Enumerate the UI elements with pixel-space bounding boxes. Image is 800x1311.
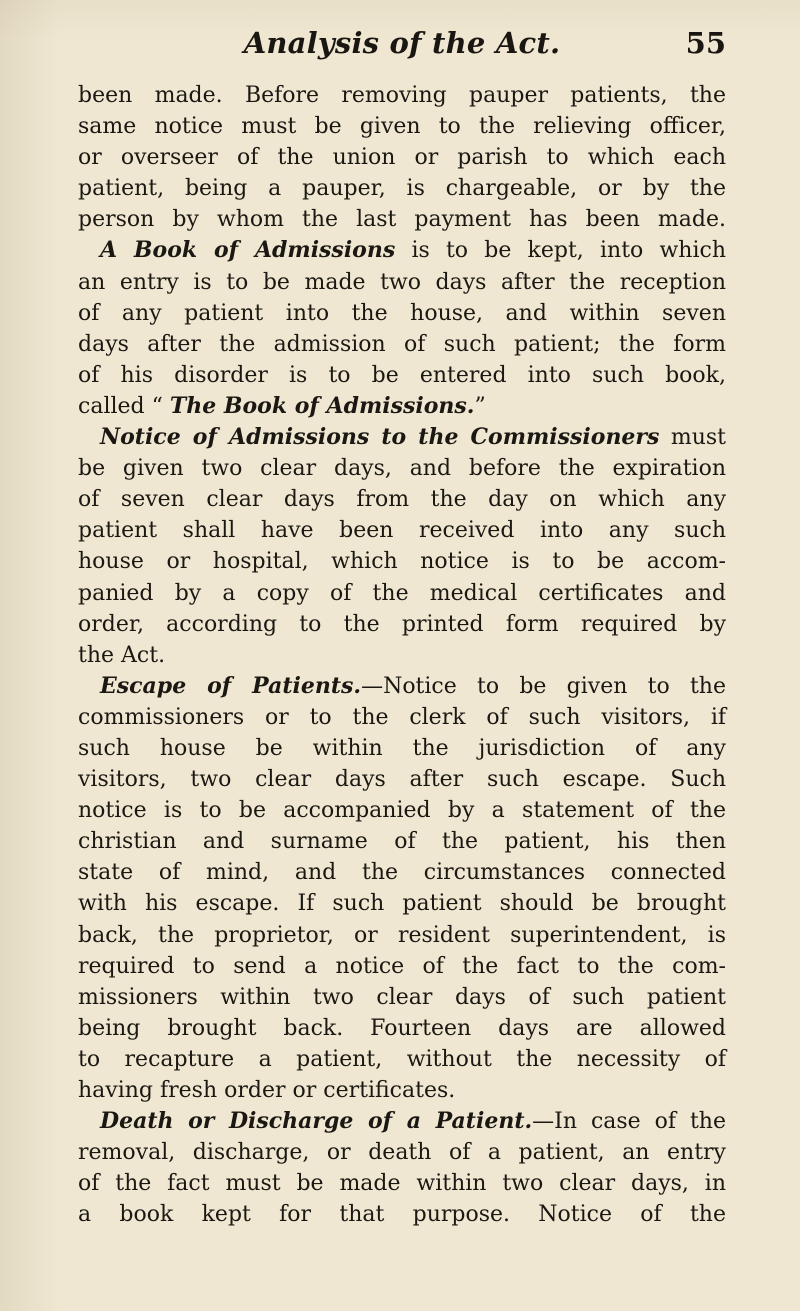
text-line bbox=[78, 578, 726, 609]
text-line bbox=[78, 235, 726, 266]
text-line bbox=[78, 671, 726, 702]
text-line bbox=[78, 80, 726, 111]
text-line bbox=[78, 920, 726, 951]
text-line bbox=[78, 298, 726, 329]
text-line bbox=[78, 982, 726, 1013]
text-segment: removal, discharge, or death of a patient, an entry bbox=[78, 1140, 726, 1166]
text-segment: to recapture a patient, without the necessity of bbox=[78, 1046, 726, 1072]
text-line bbox=[78, 173, 726, 204]
text-line bbox=[78, 702, 726, 733]
text-line bbox=[78, 609, 726, 640]
text-segment: having fresh order or certificates. bbox=[78, 1078, 456, 1103]
text-segment: back, the proprietor, or resident superintendent, is bbox=[78, 922, 726, 948]
text-line bbox=[78, 453, 726, 484]
running-title: Analysis of the Act. bbox=[243, 26, 561, 60]
text-segment: state of mind, and the circumstances connected bbox=[78, 860, 726, 886]
text-segment: such house be within the jurisdiction of any bbox=[78, 735, 726, 761]
text-line bbox=[78, 515, 726, 546]
text-line bbox=[78, 1106, 726, 1137]
text-segment: order, according to the printed form required by bbox=[78, 611, 726, 637]
text-line bbox=[78, 142, 726, 173]
text-line bbox=[78, 857, 726, 888]
text-segment: or overseer of the union or parish to which each bbox=[78, 145, 726, 171]
text-segment: a book kept for that purpose. Notice of the bbox=[78, 1202, 726, 1228]
text-line bbox=[78, 484, 726, 515]
text-segment: house or hospital, which notice is to be accom- bbox=[78, 549, 726, 575]
text-line bbox=[78, 1013, 726, 1044]
text-segment: of his disorder is to be entered into such book, bbox=[78, 362, 726, 388]
text-line bbox=[78, 795, 726, 826]
text-segment: must bbox=[659, 425, 727, 451]
italic-heading: Escape of Patients. bbox=[100, 672, 362, 699]
text-segment: patient shall have been received into any such bbox=[78, 518, 726, 544]
text-segment: same notice must be given to the relieving officer, bbox=[78, 114, 726, 140]
text-segment: commissioners or to the clerk of such visitors, if bbox=[78, 704, 726, 730]
text-segment: panied by a copy of the medical certificates and bbox=[78, 580, 726, 606]
text-segment: christian and surname of the patient, his then bbox=[78, 829, 726, 855]
text-line bbox=[78, 267, 726, 298]
text-segment: ” bbox=[474, 393, 486, 419]
text-segment: person by whom the last payment has been made. bbox=[78, 207, 726, 233]
text-segment: being brought back. Fourteen days are allowed bbox=[78, 1015, 726, 1041]
text-segment: —Notice to be given to the bbox=[361, 673, 726, 699]
text-line bbox=[78, 826, 726, 857]
text-line bbox=[78, 204, 726, 235]
text-segment: the Act. bbox=[78, 642, 166, 668]
page-number: 55 bbox=[685, 26, 726, 60]
text-segment: —In case of the bbox=[532, 1109, 726, 1135]
text-line bbox=[78, 1075, 726, 1106]
text-segment: visitors, two clear days after such escape. Such bbox=[78, 767, 726, 793]
text-line bbox=[78, 1137, 726, 1168]
text-line bbox=[78, 360, 726, 391]
text-line bbox=[78, 1199, 726, 1230]
text-line bbox=[78, 329, 726, 360]
text-segment: called “ bbox=[78, 393, 170, 419]
text-segment: been made. Before removing pauper patients, the bbox=[78, 83, 726, 108]
italic-heading: The Book of Admissions. bbox=[169, 392, 475, 419]
italic-heading: A Book of Admissions bbox=[100, 237, 396, 264]
text-line bbox=[78, 764, 726, 795]
italic-heading: Notice of Admissions to the Commissioners bbox=[100, 424, 660, 451]
text-segment: be given two clear days, and before the expiration bbox=[78, 456, 726, 482]
text-segment: patient, being a pauper, is chargeable, or by the bbox=[78, 176, 726, 202]
text-segment: of any patient into the house, and within seven bbox=[78, 300, 726, 326]
body-text bbox=[78, 80, 726, 1230]
text-line bbox=[78, 640, 726, 671]
text-line bbox=[78, 422, 726, 453]
text-segment: with his escape. If such patient should be brought bbox=[78, 891, 726, 917]
italic-heading: Death or Discharge of a Patient. bbox=[100, 1108, 533, 1135]
page-header bbox=[78, 26, 726, 66]
text-segment: days after the admission of such patient; the form bbox=[78, 331, 726, 357]
text-line bbox=[78, 888, 726, 919]
text-line bbox=[78, 111, 726, 142]
text-segment: missioners within two clear days of such patient bbox=[78, 984, 726, 1010]
text-line bbox=[78, 1044, 726, 1075]
text-line bbox=[78, 391, 726, 422]
text-segment: notice is to be accompanied by a statement of the bbox=[78, 798, 726, 824]
text-line bbox=[78, 546, 726, 577]
text-segment: required to send a notice of the fact to the com- bbox=[78, 953, 726, 979]
text-segment: is to be kept, into which bbox=[395, 238, 726, 264]
text-line bbox=[78, 733, 726, 764]
text-segment: of the fact must be made within two clear days, in bbox=[78, 1171, 726, 1197]
text-segment: of seven clear days from the day on which any bbox=[78, 487, 726, 513]
text-line bbox=[78, 951, 726, 982]
text-segment: an entry is to be made two days after the reception bbox=[78, 269, 726, 295]
text-line bbox=[78, 1168, 726, 1199]
